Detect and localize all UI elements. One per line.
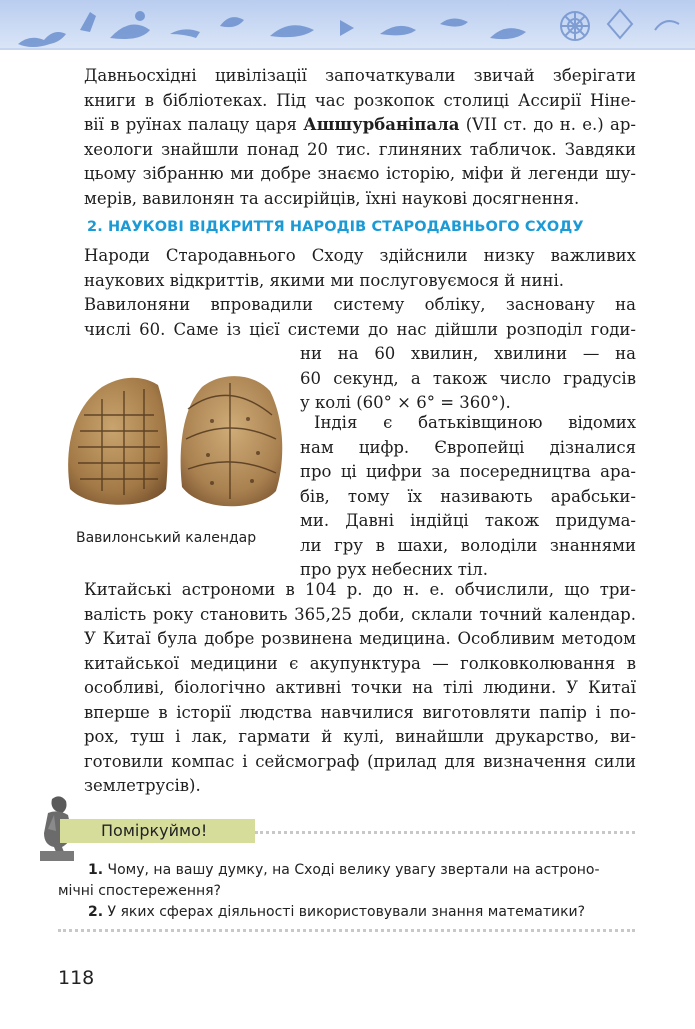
question-1-cont — [58, 881, 221, 901]
text-line: Давньосхідні цивілізації започаткували звичай зберігати — [84, 66, 636, 85]
question-number: 2. — [88, 904, 104, 920]
text-fragment: вії в руїнах палацу царя — [84, 115, 304, 134]
text-line: У Китаї була добре розвинена медицина. Особливим методом — [84, 629, 636, 648]
text-line: числі 60. Саме із цієї системи до нас дійшли розподіл годи- — [84, 319, 636, 339]
page-number: 118 — [58, 967, 95, 989]
text-line: рох, туш і лак, гармати й кулі, винайшли друкарство, ви- — [84, 727, 636, 746]
divider — [255, 831, 635, 834]
text-line: Вавилоняни впровадили систему обліку, засновану на — [84, 295, 636, 314]
paragraph-3 — [300, 411, 636, 583]
text-line: вперше в історії людства навчилися виготовляти папір і по- — [84, 702, 636, 722]
decorative-banner — [0, 0, 695, 56]
king-name-bold: Ашшурбаніпала — [303, 115, 460, 134]
paragraph-4 — [84, 578, 636, 799]
question-number: 1. — [88, 862, 104, 878]
question-text: У яких сферах діяльності використовували знання математики? — [107, 904, 586, 920]
paragraph-2-wrap — [300, 342, 636, 416]
text-line: землетрусів). — [84, 776, 201, 795]
text-line: нам цифр. Європейці дізналися — [300, 437, 636, 457]
text-line: Народи Стародавнього Сходу здійснили низку важливих — [84, 246, 636, 265]
paragraph-2 — [84, 293, 636, 342]
text-line: у колі (60° × 6° = 360°). — [300, 393, 511, 412]
question-text: мічні спостереження? — [58, 883, 221, 899]
figure-caption: Вавилонський календар — [76, 530, 257, 546]
question-2 — [88, 902, 585, 922]
text-line: про рух небесних тіл. — [300, 560, 488, 579]
text-line: особливі, біологічно активні точки на тілі людини. У Китаї — [84, 678, 636, 697]
question-1 — [88, 860, 600, 880]
text-fragment: (VII ст. до н. е.) ар- — [459, 115, 636, 134]
divider — [58, 929, 635, 932]
text-line: про ці цифри за посередництва ара- — [300, 462, 636, 481]
text-line: Китайські астрономи в 104 р. до н. е. обчислили, що три- — [84, 580, 636, 599]
text-line: хеологи знайшли понад 20 тис. глиняних табличок. Завдяки — [84, 139, 636, 159]
babylonian-calendar-image — [62, 369, 288, 517]
text-line: Індія є батьківщиною відомих — [314, 413, 636, 432]
text-line: китайської медицини є акупунктура — голковколювання в — [84, 653, 636, 673]
text-line: цьому зібранню ми добре знаємо історію, міфи й легенди шу- — [84, 164, 636, 183]
question-text: Чому, на вашу думку, на Сході велику увагу звертали на астроно- — [107, 862, 600, 878]
text-line: бів, тому їх називають арабськи- — [300, 486, 636, 506]
paragraph-1 — [84, 244, 636, 293]
intro-paragraph — [84, 64, 636, 211]
text-line: валість року становить 365,25 доби, склали точний календар. — [84, 604, 636, 624]
text-line: 60 секунд, а також число градусів — [300, 368, 636, 388]
text-line: мерів, вавилонян та ассирійців, їхні наукові досягнення. — [84, 188, 580, 208]
text-line: ни на 60 хвилин, хвилини — на — [300, 344, 636, 363]
text-line: готовили компас і сейсмограф (прилад для визначення сили — [84, 751, 636, 771]
think-title: Поміркуймо! — [101, 821, 208, 840]
section-heading: 2. НАУКОВІ ВІДКРИТТЯ НАРОДІВ СТАРОДАВНЬОГО СХОДУ — [87, 219, 584, 235]
text-line — [84, 113, 636, 138]
text-line: книги в бібліотеках. Під час розкопок столиці Ассирії Ніне- — [84, 90, 636, 110]
banner-ornament-icon — [0, 0, 695, 56]
text-line: ли гру в шахи, володіли знаннями — [300, 535, 636, 555]
clay-tablet-icon — [62, 369, 288, 517]
text-line: наукових відкриттів, якими ми послуговуємося й нині. — [84, 270, 565, 290]
text-line: ми. Давні індійці також придума- — [300, 511, 636, 530]
